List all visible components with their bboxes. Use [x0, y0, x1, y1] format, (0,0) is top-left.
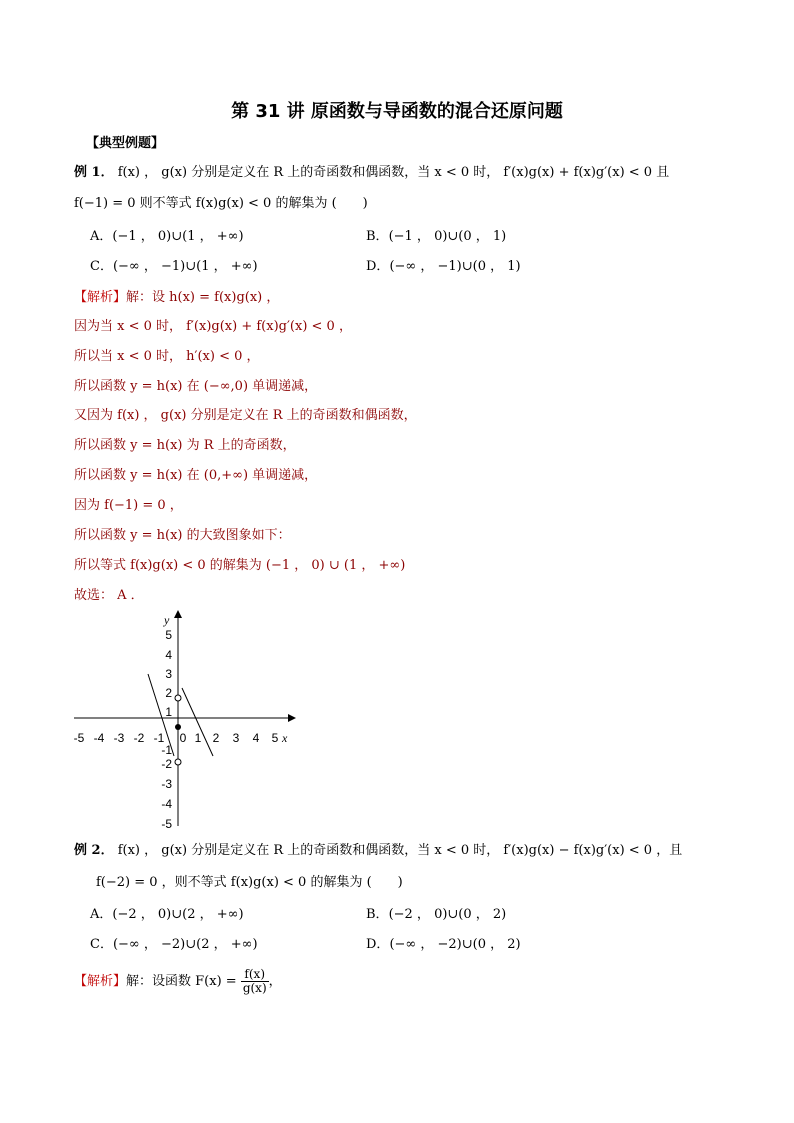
ex1-solution-line0 [74, 289, 279, 307]
ex1-solution-tag: 【解析】 [74, 290, 127, 305]
y-axis-label: y [164, 613, 170, 627]
ex2-stem-line1 [74, 842, 682, 860]
ex1-label: 例 1． [74, 165, 114, 180]
open-point [175, 759, 181, 765]
ex2-solution-line0 [74, 968, 282, 996]
x-axis-arrow-icon [288, 714, 296, 722]
open-point [175, 695, 181, 701]
x-tick-label: -2 [133, 731, 145, 745]
ex1-stem-text1: f(x) ， g(x) 分别是定义在 R 上的奇函数和偶函数，当 x < 0 时， f′(x)g(x) + f(x)g′(x) < 0 且 [117, 165, 670, 180]
option-label: A． [90, 229, 113, 244]
x-tick-label: -1 [153, 731, 165, 745]
x-tick-label: -4 [93, 731, 105, 745]
option-label: B． [366, 907, 389, 922]
x-tick-label: 5 [271, 731, 279, 745]
option-label: D． [366, 259, 390, 274]
y-tick-label: 4 [165, 648, 172, 662]
ex1-solution-line5: 所以函数 y = h(x) 为 R 上的奇函数， [74, 438, 296, 453]
fraction-numerator: f(x) [241, 968, 269, 982]
fraction [241, 968, 269, 995]
option-text: (−1 ， 0)∪(1 ， +∞) [112, 229, 244, 244]
option-text: (−2 ， 0)∪(0 ， 2) [388, 907, 507, 922]
ex2-option-d [366, 936, 521, 954]
y-tick-label: 5 [165, 628, 172, 642]
ex2-option-b [366, 906, 506, 924]
ex1-solution-line3: 所以函数 y = h(x) 在 (−∞,0) 单调递减， [74, 379, 318, 394]
solution-text: 解：设 h(x) = f(x)g(x) ， [126, 290, 280, 305]
option-label: B． [366, 229, 389, 244]
y-tick-label: 1 [165, 705, 172, 719]
section-label: 【典型例题】 [86, 136, 165, 151]
ex1-stem-line1 [74, 164, 669, 182]
ex1-solution-line9: 所以等式 f(x)g(x) < 0 的解集为 (−1 ， 0) ∪ (1 ， +∞) [74, 558, 406, 573]
closed-point [175, 724, 181, 730]
x-tick-label: 3 [232, 731, 240, 745]
y-tick-label: -4 [161, 797, 172, 811]
ex1-solution-line10: 故选： A ． [74, 588, 144, 603]
ex1-solution-line2: 所以当 x < 0 时， h′(x) < 0 ， [74, 349, 260, 364]
ex1-option-c [90, 258, 258, 276]
ex1-solution-line4: 又因为 f(x) ， g(x) 分别是定义在 R 上的奇函数和偶函数， [74, 408, 417, 423]
option-label: C． [90, 937, 113, 952]
option-text: (−1 ， 0)∪(0 ， 1) [388, 229, 507, 244]
x-axis-label: x [282, 731, 288, 745]
ex1-option-b [366, 228, 506, 246]
option-text: (−∞ ， −1)∪(1 ， +∞) [112, 259, 258, 274]
x-tick-label: -3 [113, 731, 125, 745]
y-tick-label: -2 [161, 757, 172, 771]
option-text: (−∞ ， −2)∪(2 ， +∞) [112, 937, 258, 952]
ex1-stem-line2: f(−1) = 0 则不等式 f(x)g(x) < 0 的解集为 ( ) [74, 196, 368, 211]
option-label: A． [90, 907, 113, 922]
y-tick-label: -3 [161, 777, 172, 791]
x-tick-label: 0 [179, 731, 187, 745]
ex2-stem-text1: f(x) ， g(x) 分别是定义在 R 上的奇函数和偶函数，当 x < 0 时， f′(x)g(x) − f(x)g′(x) < 0 ，且 [117, 843, 683, 858]
page-title: 第 31 讲 原函数与导函数的混合还原问题 [231, 101, 563, 122]
ex2-option-a [90, 906, 244, 924]
ex2-stem-line2: f(−2) = 0 ，则不等式 f(x)g(x) < 0 的解集为 ( ) [96, 875, 403, 890]
option-label: D． [366, 937, 390, 952]
y-tick-label: -1 [161, 743, 172, 757]
graph-right-branch [179, 688, 213, 756]
ex2-solution-tag: 【解析】 [74, 974, 127, 989]
fraction-denominator: g(x) [242, 981, 267, 995]
ex2-label: 例 2． [74, 843, 114, 858]
x-tick-label: -5 [73, 731, 85, 745]
x-tick-label: 1 [194, 731, 202, 745]
ex1-solution-line8: 所以函数 y = h(x) 的大致图象如下： [74, 528, 291, 543]
option-text: (−∞ ， −2)∪(0 ， 2) [389, 937, 521, 952]
option-text: (−2 ， 0)∪(2 ， +∞) [112, 907, 244, 922]
ex1-option-d [366, 258, 521, 276]
y-tick-label: 2 [165, 686, 172, 700]
option-label: C． [90, 259, 113, 274]
x-tick-label: 4 [252, 731, 260, 745]
function-graph [60, 608, 300, 834]
ex1-solution-line6: 所以函数 y = h(x) 在 (0,+∞) 单调递减， [74, 468, 318, 483]
ex1-solution-line7: 因为 f(−1) = 0 ， [74, 498, 183, 513]
ex1-option-a [90, 228, 244, 246]
ex1-solution-line1: 因为当 x < 0 时， f′(x)g(x) + f(x)g′(x) < 0 ， [74, 319, 352, 334]
x-tick-label: 2 [212, 731, 220, 745]
y-axis-arrow-icon [174, 610, 182, 618]
ex2-option-c [90, 936, 258, 954]
solution-suffix: ， [268, 974, 282, 989]
y-tick-label: -5 [161, 817, 172, 831]
solution-text: 解：设函数 F(x) = [126, 974, 241, 989]
y-tick-label: 3 [165, 667, 172, 681]
option-text: (−∞ ， −1)∪(0 ， 1) [389, 259, 521, 274]
